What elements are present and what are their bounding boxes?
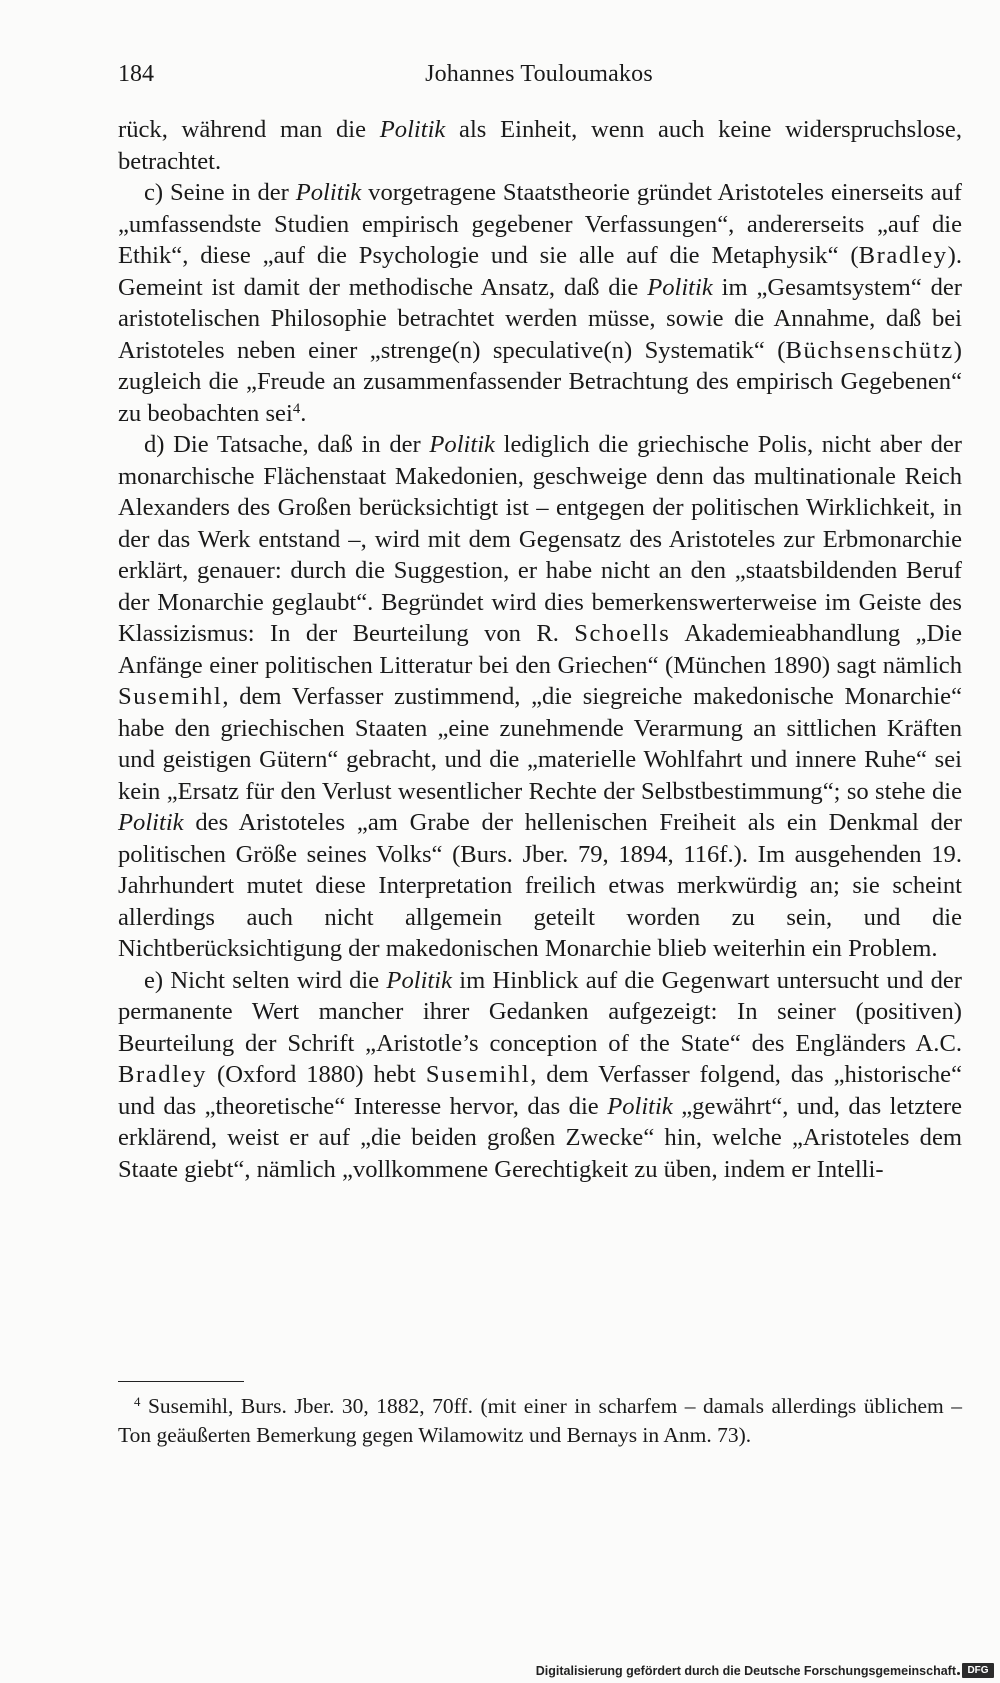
body-text [118, 114, 962, 1185]
footnote-marker: 4 [134, 1394, 141, 1409]
text-run: c) Seine in der [144, 179, 296, 206]
italic-title: Politik [607, 1092, 673, 1120]
italic-title: Politik [379, 116, 446, 143]
dfg-logo[interactable]: DFG [962, 1663, 994, 1678]
text-run: „gewährt“, und, das letztere erklärend, weist er auf „die beiden großen Zwecke“ hin, welche „Aristoteles dem Staate giebt“, nämlich „vollkommene Gerechtigkeit zu üben, indem er Intelli- [118, 1092, 963, 1183]
digitization-bar [0, 1657, 1000, 1683]
spaced-name: Schoells [574, 620, 671, 647]
spaced-name: Susemihl [425, 1061, 531, 1088]
paragraph-d [118, 429, 962, 965]
footnote-divider [118, 1381, 244, 1382]
italic-title: Politik [429, 431, 495, 458]
page-header [118, 56, 960, 92]
spaced-name: Büchsenschütz [785, 336, 954, 364]
text-run: d) Die Tatsache, daß in der [144, 431, 430, 458]
footnote [118, 1392, 962, 1449]
text-run: , dem Verfasser folgend, das „historische“ und das „theoretische“ Interesse hervor, das die [118, 1061, 962, 1120]
text-run: im Hinblick auf die Gegenwart untersucht und der permanente Wert mancher ihrer Gedanken aufgezeigt: In seiner (positiven) Beurteilung der Schrift „Aristotle’s conception of the State“ des Engländers A.C. [118, 966, 962, 1057]
spaced-name: Bradley [858, 242, 948, 269]
text-run: rück, während man die [118, 116, 380, 143]
text-run: ) zugleich die „Freude an zusammenfassender Betrachtung des empirisch Gegebenen“ zu beobachten sei [118, 336, 962, 427]
digitization-note: Digitalisierung gefördert durch die Deutsche Forschungsgemeinschaft [535, 1664, 956, 1678]
text-run: ). Gemeint ist damit der methodische Ansatz, daß die [118, 242, 962, 301]
text-run: Akademieabhandlung „Die Anfänge einer politischen Litteratur bei den Griechen“ (München 1890) sagt nämlich [118, 620, 962, 679]
spaced-name: Bradley [118, 1061, 208, 1088]
italic-title: Politik [295, 179, 362, 206]
text-run: vorgetragene Staatstheorie gründet Aristoteles einerseits auf „umfassendste Studien empirisch gegebener Verfassungen“, andererseits „auf die Ethik“, diese „auf die Psychologie und sie alle auf die Metaphysik“ ( [118, 179, 962, 269]
text-run: im „Gesamtsystem“ der aristotelischen Philosophie betrachtet werden müsse, sowie die Annahme, daß bei Aristoteles neben einer „strenge(n) speculative(n) Systematik“ ( [118, 273, 962, 364]
text-run: , Burs. Jber. 30, 1882, 70ff. (mit einer in scharfem – damals allerdings üblichem – Ton geäußerten Bemerkung gegen Wilamowitz und Bernays in Anm. 73). [118, 1394, 963, 1447]
text-run: lediglich die griechische Polis, nicht aber der monarchische Flächenstaat Makedonien, geschweige denn das multinationale Reich Alexanders des Großen berücksichtigt ist – entgegen der politischen Wirklichkeit, in der das Werk entstand –, wird mit dem Gegensatz des Aristoteles zur Erbmonarchie erklärt, genauer: durch die Suggestion, er habe nicht an den „staatsbildenden Beruf der Monarchie geglaubt“. Begründet wird dies bemerkenswerterweise im Geiste des Klassizismus: In der Beurteilung von R. [118, 431, 962, 647]
paragraph-e [118, 965, 962, 1186]
paragraph-continuation [118, 114, 962, 177]
paragraph-c [118, 177, 962, 429]
running-title: Johannes Touloumakos [425, 61, 653, 87]
spaced-name: Susemihl [147, 1394, 229, 1418]
text-run: (Oxford 1880) hebt [207, 1061, 426, 1088]
italic-title: Politik [647, 273, 713, 301]
text-run: , dem Verfasser zustimmend, „die siegreiche makedonische Monarchie“ habe den griechischen Staaten „eine zunehmende Verarmung an sittlichen Kräften und geistigen Gütern“ gebracht, und die „materielle Wohlfahrt und innere Ruhe“ sei kein „Ersatz für den Verlust wesentlicher Rechte der Selbstbestimmung“; so stehe die [118, 683, 962, 805]
text-run: des Aristoteles „am Grabe der hellenischen Freiheit als ein Denkmal der politischen Größe seines Volks“ (Burs. Jber. 79, 1894, 116f.). Im ausgehenden 19. Jahrhundert mutet diese Interpretation freilich etwas merkwürdig an; sie scheint allerdings auch nicht allgemein geteilt worden zu sein, und die Nichtberücksichtigung der makedonischen Monarchie blieb weiterhin ein Problem. [118, 809, 962, 962]
spaced-name: Susemihl [118, 683, 223, 710]
italic-title: Politik [386, 966, 452, 994]
italic-title: Politik [118, 809, 184, 836]
footnote-reference[interactable]: 4 [292, 400, 301, 417]
footnote-text [118, 1392, 962, 1449]
text-run: . [300, 399, 307, 427]
text-run: e) Nicht selten wird die [144, 966, 387, 994]
page-number: 184 [118, 61, 154, 87]
text-run: als Einheit, wenn auch keine widerspruchslose, betrachtet. [118, 116, 962, 175]
separator-dot [957, 1672, 960, 1675]
